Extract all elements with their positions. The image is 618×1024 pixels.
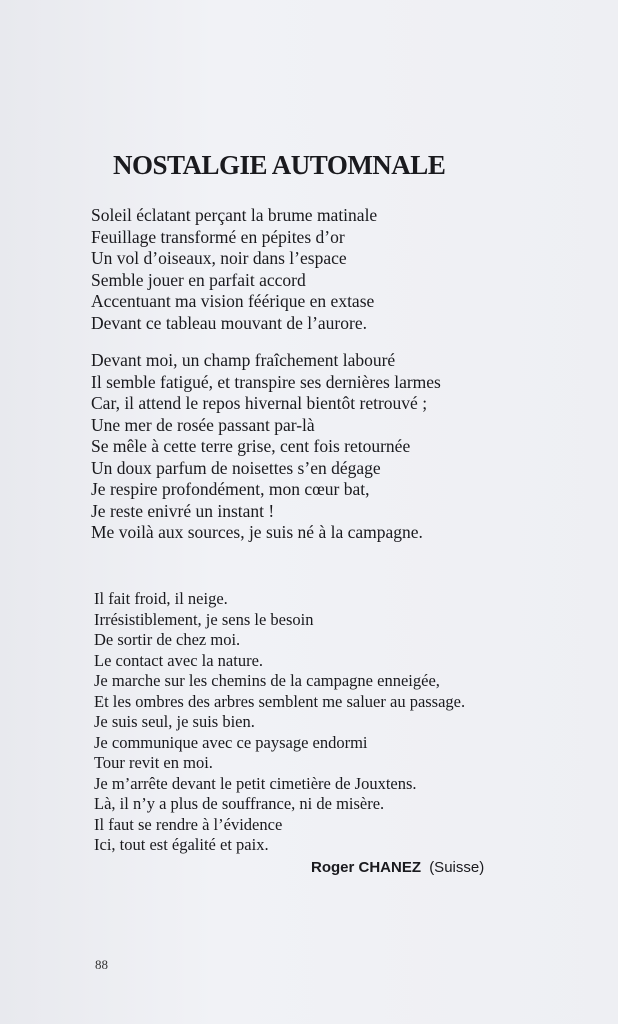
poem-line: Je m’arrête devant le petit cimetière de Jouxtens. bbox=[94, 773, 417, 793]
poem-line: Une mer de rosée passant par-là bbox=[91, 414, 315, 435]
poem-line: Le contact avec la nature. bbox=[94, 650, 264, 670]
poem-line: Je respire profondément, mon cœur bat, bbox=[91, 479, 370, 499]
poem-line: Me voilà aux sources, je suis né à la campagne. bbox=[91, 522, 423, 542]
poem-line: Accentuant ma vision féérique en extase bbox=[91, 291, 375, 311]
poem-line: Semble jouer en parfait accord bbox=[91, 269, 306, 290]
poem-line: Je marche sur les chemins de la campagne enneigée, bbox=[94, 671, 440, 690]
poem-title: NOSTALGIE AUTOMNALE bbox=[113, 150, 446, 180]
stanza-3 bbox=[94, 589, 465, 856]
poem-line: Et les ombres des arbres semblent me saluer au passage. bbox=[94, 691, 466, 711]
poem-line: Il semble fatigué, et transpire ses dernières larmes bbox=[91, 371, 441, 392]
poem-line: Je communique avec ce paysage endormi bbox=[94, 732, 368, 752]
poem-line: Il fait froid, il neige. bbox=[94, 589, 228, 608]
author-country: (Suisse) bbox=[429, 859, 485, 876]
page-number: 88 bbox=[95, 957, 108, 972]
poem-line: Devant ce tableau mouvant de l’aurore. bbox=[91, 312, 367, 333]
poem-line: De sortir de chez moi. bbox=[94, 630, 241, 649]
poem-line: Se mêle à cette terre grise, cent fois retournée bbox=[91, 436, 411, 456]
poem-line: Soleil éclatant perçant la brume matinale bbox=[91, 205, 378, 225]
poem-line: Devant moi, un champ fraîchement labouré bbox=[91, 350, 396, 370]
poem-line: Un vol d’oiseaux, noir dans l’espace bbox=[91, 248, 347, 268]
poem-line: Un doux parfum de noisettes s’en dégage bbox=[91, 457, 381, 478]
author-name: Roger CHANEZ bbox=[311, 859, 422, 876]
poem-line: Il faut se rendre à l’évidence bbox=[94, 814, 283, 834]
poem-line: Feuillage transformé en pépites d’or bbox=[91, 226, 345, 247]
poem-line: Car, il attend le repos hivernal bientôt retrouvé ; bbox=[91, 393, 428, 413]
poem-line: Irrésistiblement, je sens le besoin bbox=[94, 609, 314, 629]
poem-line: Là, il n’y a plus de souffrance, ni de misère. bbox=[94, 794, 385, 813]
stanza-2 bbox=[91, 350, 441, 544]
author-signature bbox=[311, 859, 484, 876]
poem-line: Ici, tout est égalité et paix. bbox=[94, 835, 269, 854]
stanza-1 bbox=[91, 205, 377, 334]
poem-line: Je reste enivré un instant ! bbox=[91, 500, 275, 521]
poem-line: Tour revit en moi. bbox=[94, 753, 213, 772]
poem-line: Je suis seul, je suis bien. bbox=[94, 712, 255, 731]
